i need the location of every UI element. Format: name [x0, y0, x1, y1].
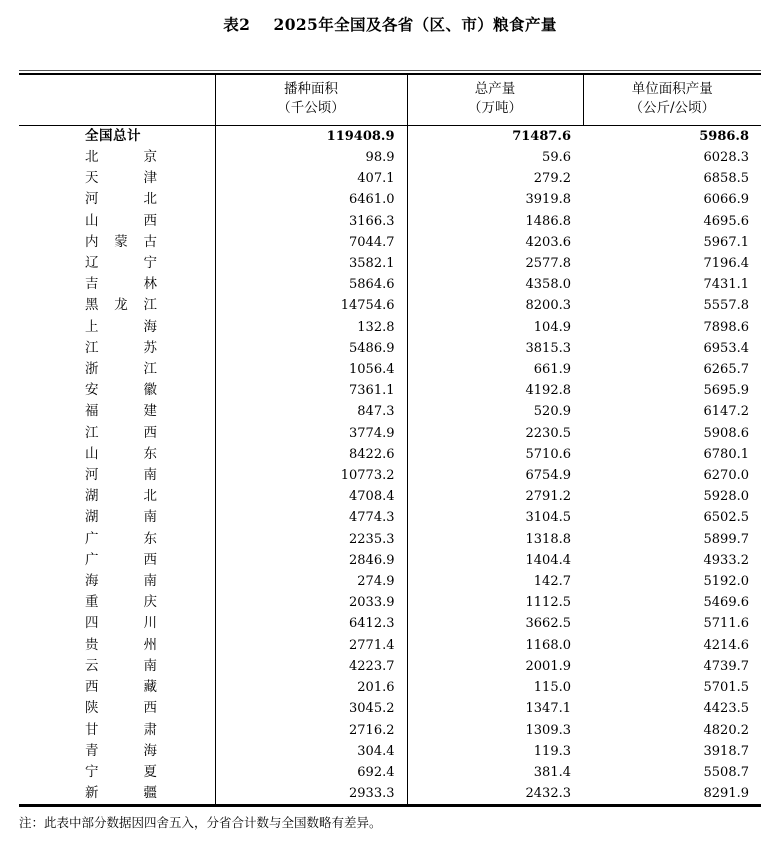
province-name: 海南: [85, 573, 157, 590]
row-label-province: [19, 253, 215, 274]
cell-yield-per-area: 5928.0: [703, 489, 749, 505]
column-header-total-output: 总产量 （万吨）: [407, 74, 583, 126]
cell-yield-per-area: 5967.1: [703, 234, 749, 250]
row-label-province: [19, 720, 215, 741]
cell-yield-per-area: 4820.2: [703, 722, 749, 738]
cell-sown-area: 2033.9: [215, 592, 407, 613]
table-row: [19, 168, 761, 189]
page-title: 表2 2025年全国及各省（区、市）粮食产量: [223, 15, 557, 34]
cell-sown-area: 14754.6: [215, 295, 407, 316]
table-row: [19, 274, 761, 295]
province-name: 山东: [85, 445, 157, 462]
table-row: [19, 698, 761, 719]
cell-sown-area: 274.9: [215, 571, 407, 592]
row-label-province: [19, 698, 215, 719]
table-row: [19, 189, 761, 210]
cell-sown-area: 98.9: [215, 147, 407, 168]
row-label-province: [19, 232, 215, 253]
row-label-province: [19, 444, 215, 465]
province-name: 西藏: [85, 679, 157, 696]
row-label-province: [19, 571, 215, 592]
cell-sown-area: 2771.4: [215, 635, 407, 656]
cell-total-output: 1318.8: [525, 531, 571, 547]
cell-yield-per-area: 8291.9: [703, 786, 749, 802]
cell-sown-area: 3045.2: [215, 698, 407, 719]
cell-total-output: 2001.9: [525, 658, 571, 674]
cell-sown-area: 2235.3: [215, 529, 407, 550]
province-name: 云南: [85, 657, 157, 674]
row-label-province: [19, 423, 215, 444]
row-label-national-total: [19, 125, 215, 147]
table-row: [19, 232, 761, 253]
table-row: [19, 147, 761, 168]
cell-yield-per-area: 4739.7: [703, 658, 749, 674]
cell-total-output: 4358.0: [525, 277, 571, 293]
cell-sown-area: 5486.9: [215, 338, 407, 359]
cell-yield-per-area: 5986.8: [699, 128, 749, 144]
table-row: [19, 635, 761, 656]
cell-sown-area: 847.3: [215, 401, 407, 422]
table-row: [19, 783, 761, 804]
cell-yield-per-area: 7196.4: [703, 256, 749, 272]
province-name: 宁夏: [85, 763, 157, 780]
table-row: [19, 486, 761, 507]
column-header-sown-area: 播种面积 （千公顷）: [215, 74, 407, 126]
province-name: 山西: [85, 212, 157, 229]
row-label-province: [19, 592, 215, 613]
cell-total-output: 6754.9: [525, 468, 571, 484]
table-row: [19, 529, 761, 550]
cell-total-output: 142.7: [533, 574, 571, 590]
cell-yield-per-area: 6858.5: [703, 171, 749, 187]
cell-sown-area: 1056.4: [215, 359, 407, 380]
cell-sown-area: 3774.9: [215, 423, 407, 444]
grain-output-table: [19, 73, 761, 805]
row-label-province: [19, 550, 215, 571]
row-label-province: [19, 338, 215, 359]
cell-total-output: 1309.3: [525, 722, 571, 738]
table-header: [19, 74, 761, 126]
table-row: [19, 571, 761, 592]
cell-total-output: 5710.6: [525, 446, 571, 462]
cell-sown-area: 132.8: [215, 317, 407, 338]
province-name: 内蒙古: [85, 233, 157, 250]
province-name: 广东: [85, 530, 157, 547]
cell-sown-area: 2846.9: [215, 550, 407, 571]
cell-sown-area: 7361.1: [215, 380, 407, 401]
table-row: [19, 677, 761, 698]
cell-yield-per-area: 7431.1: [703, 277, 749, 293]
cell-sown-area: 8422.6: [215, 444, 407, 465]
province-name: 青海: [85, 742, 157, 759]
cell-yield-per-area: 5711.6: [703, 616, 749, 632]
cell-yield-per-area: 5695.9: [703, 383, 749, 399]
table-row: [19, 380, 761, 401]
row-label-province: [19, 783, 215, 804]
cell-total-output: 3815.3: [525, 340, 571, 356]
cell-yield-per-area: 4423.5: [703, 701, 749, 717]
row-label-province: [19, 529, 215, 550]
row-label-province: [19, 635, 215, 656]
province-name: 浙江: [85, 361, 157, 378]
table-row: [19, 317, 761, 338]
row-label-province: [19, 317, 215, 338]
table-row: [19, 656, 761, 677]
province-name: 江苏: [85, 339, 157, 356]
table-row: [19, 211, 761, 232]
table-row: [19, 338, 761, 359]
row-label-province: [19, 465, 215, 486]
grain-output-table-container: [19, 70, 761, 833]
cell-total-output: 4203.6: [525, 234, 571, 250]
cell-total-output: 1404.4: [525, 552, 571, 568]
province-name: 湖南: [85, 509, 157, 526]
cell-total-output: 71487.6: [512, 128, 571, 144]
row-label-province: [19, 507, 215, 528]
row-label-province: [19, 147, 215, 168]
cell-yield-per-area: 6953.4: [703, 340, 749, 356]
table-row: [19, 720, 761, 741]
cell-yield-per-area: 6270.0: [703, 468, 749, 484]
cell-total-output: 2577.8: [525, 256, 571, 272]
row-label-province: [19, 380, 215, 401]
province-name: 贵州: [85, 636, 157, 653]
cell-total-output: 1486.8: [525, 213, 571, 229]
table-row: [19, 401, 761, 422]
province-name: 甘肃: [85, 721, 157, 738]
table-row: [19, 423, 761, 444]
table-footnote: 注：此表中部分数据因四舍五入，分省合计数与全国数略有差异。: [19, 814, 382, 830]
province-name: 河南: [85, 467, 157, 484]
row-label-province: [19, 189, 215, 210]
province-name: 江西: [85, 424, 157, 441]
cell-sown-area: 4223.7: [215, 656, 407, 677]
province-name: 吉林: [85, 276, 157, 293]
table-row: [19, 507, 761, 528]
table-row: [19, 359, 761, 380]
row-label-province: [19, 274, 215, 295]
province-name: 辽宁: [85, 255, 157, 272]
province-name: 重庆: [85, 594, 157, 611]
cell-total-output: 279.2: [533, 171, 571, 187]
cell-sown-area: 4774.3: [215, 507, 407, 528]
cell-yield-per-area: 5469.6: [703, 595, 749, 611]
cell-sown-area: 4708.4: [215, 486, 407, 507]
row-label-province: [19, 211, 215, 232]
cell-yield-per-area: 6028.3: [703, 150, 749, 166]
cell-yield-per-area: 5508.7: [703, 764, 749, 780]
cell-sown-area: 7044.7: [215, 232, 407, 253]
province-name: 全国总计: [85, 127, 141, 144]
row-label-province: [19, 295, 215, 316]
cell-sown-area: 119408.9: [215, 125, 407, 147]
cell-yield-per-area: 5701.5: [703, 680, 749, 696]
cell-yield-per-area: 4214.6: [703, 637, 749, 653]
cell-sown-area: 692.4: [215, 762, 407, 783]
cell-total-output: 2230.5: [525, 425, 571, 441]
province-name: 河北: [85, 191, 157, 208]
cell-yield-per-area: 4695.6: [703, 213, 749, 229]
cell-sown-area: 304.4: [215, 741, 407, 762]
table-body: [19, 125, 761, 804]
cell-sown-area: 5864.6: [215, 274, 407, 295]
cell-total-output: 1347.1: [525, 701, 571, 717]
province-name: 黑龙江: [85, 297, 157, 314]
cell-total-output: 1168.0: [525, 637, 571, 653]
cell-yield-per-area: 6780.1: [703, 446, 749, 462]
row-label-province: [19, 359, 215, 380]
cell-yield-per-area: 3918.7: [703, 743, 749, 759]
cell-sown-area: 407.1: [215, 168, 407, 189]
table-row: [19, 592, 761, 613]
cell-total-output: 3919.8: [525, 192, 571, 208]
table-row: [19, 444, 761, 465]
cell-sown-area: 3166.3: [215, 211, 407, 232]
province-name: 陕西: [85, 700, 157, 717]
table-row: [19, 125, 761, 147]
row-label-province: [19, 486, 215, 507]
cell-sown-area: 3582.1: [215, 253, 407, 274]
cell-total-output: 59.6: [542, 150, 571, 166]
cell-total-output: 381.4: [533, 764, 571, 780]
cell-total-output: 115.0: [533, 680, 571, 696]
table-row: [19, 613, 761, 634]
province-name: 湖北: [85, 488, 157, 505]
cell-total-output: 4192.8: [525, 383, 571, 399]
cell-total-output: 520.9: [533, 404, 571, 420]
row-label-province: [19, 677, 215, 698]
province-name: 新疆: [85, 785, 157, 802]
cell-total-output: 2432.3: [525, 786, 571, 802]
cell-yield-per-area: 5899.7: [703, 531, 749, 547]
cell-yield-per-area: 6502.5: [703, 510, 749, 526]
province-name: 广西: [85, 551, 157, 568]
province-name: 四川: [85, 615, 157, 632]
table-row: [19, 762, 761, 783]
row-label-province: [19, 613, 215, 634]
cell-total-output: 3662.5: [525, 616, 571, 632]
cell-yield-per-area: 5192.0: [703, 574, 749, 590]
cell-yield-per-area: 7898.6: [703, 319, 749, 335]
cell-yield-per-area: 4933.2: [703, 552, 749, 568]
cell-total-output: 8200.3: [525, 298, 571, 314]
cell-yield-per-area: 6265.7: [703, 362, 749, 378]
province-name: 福建: [85, 403, 157, 420]
cell-total-output: 2791.2: [525, 489, 571, 505]
cell-total-output: 661.9: [533, 362, 571, 378]
column-header-region: [19, 74, 215, 126]
province-name: 天津: [85, 170, 157, 187]
table-row: [19, 253, 761, 274]
cell-sown-area: 6412.3: [215, 613, 407, 634]
table-header-row: [19, 74, 761, 126]
cell-total-output: 104.9: [533, 319, 571, 335]
row-label-province: [19, 656, 215, 677]
cell-yield-per-area: 5908.6: [703, 425, 749, 441]
row-label-province: [19, 741, 215, 762]
table-row: [19, 465, 761, 486]
cell-total-output: 3104.5: [525, 510, 571, 526]
cell-sown-area: 2933.3: [215, 783, 407, 804]
row-label-province: [19, 168, 215, 189]
province-name: 上海: [85, 318, 157, 335]
cell-sown-area: 10773.2: [215, 465, 407, 486]
cell-yield-per-area: 6147.2: [703, 404, 749, 420]
cell-yield-per-area: 5557.8: [703, 298, 749, 314]
cell-sown-area: 201.6: [215, 677, 407, 698]
cell-total-output: 1112.5: [525, 595, 571, 611]
cell-yield-per-area: 6066.9: [703, 192, 749, 208]
province-name: 安徽: [85, 382, 157, 399]
cell-sown-area: 6461.0: [215, 189, 407, 210]
province-name: 北京: [85, 149, 157, 166]
column-header-yield-per-area: 单位面积产量 （公斤/公顷）: [583, 74, 761, 126]
row-label-province: [19, 762, 215, 783]
table-row: [19, 741, 761, 762]
table-row: [19, 295, 761, 316]
row-label-province: [19, 401, 215, 422]
cell-sown-area: 2716.2: [215, 720, 407, 741]
cell-total-output: 119.3: [533, 743, 571, 759]
table-row: [19, 550, 761, 571]
